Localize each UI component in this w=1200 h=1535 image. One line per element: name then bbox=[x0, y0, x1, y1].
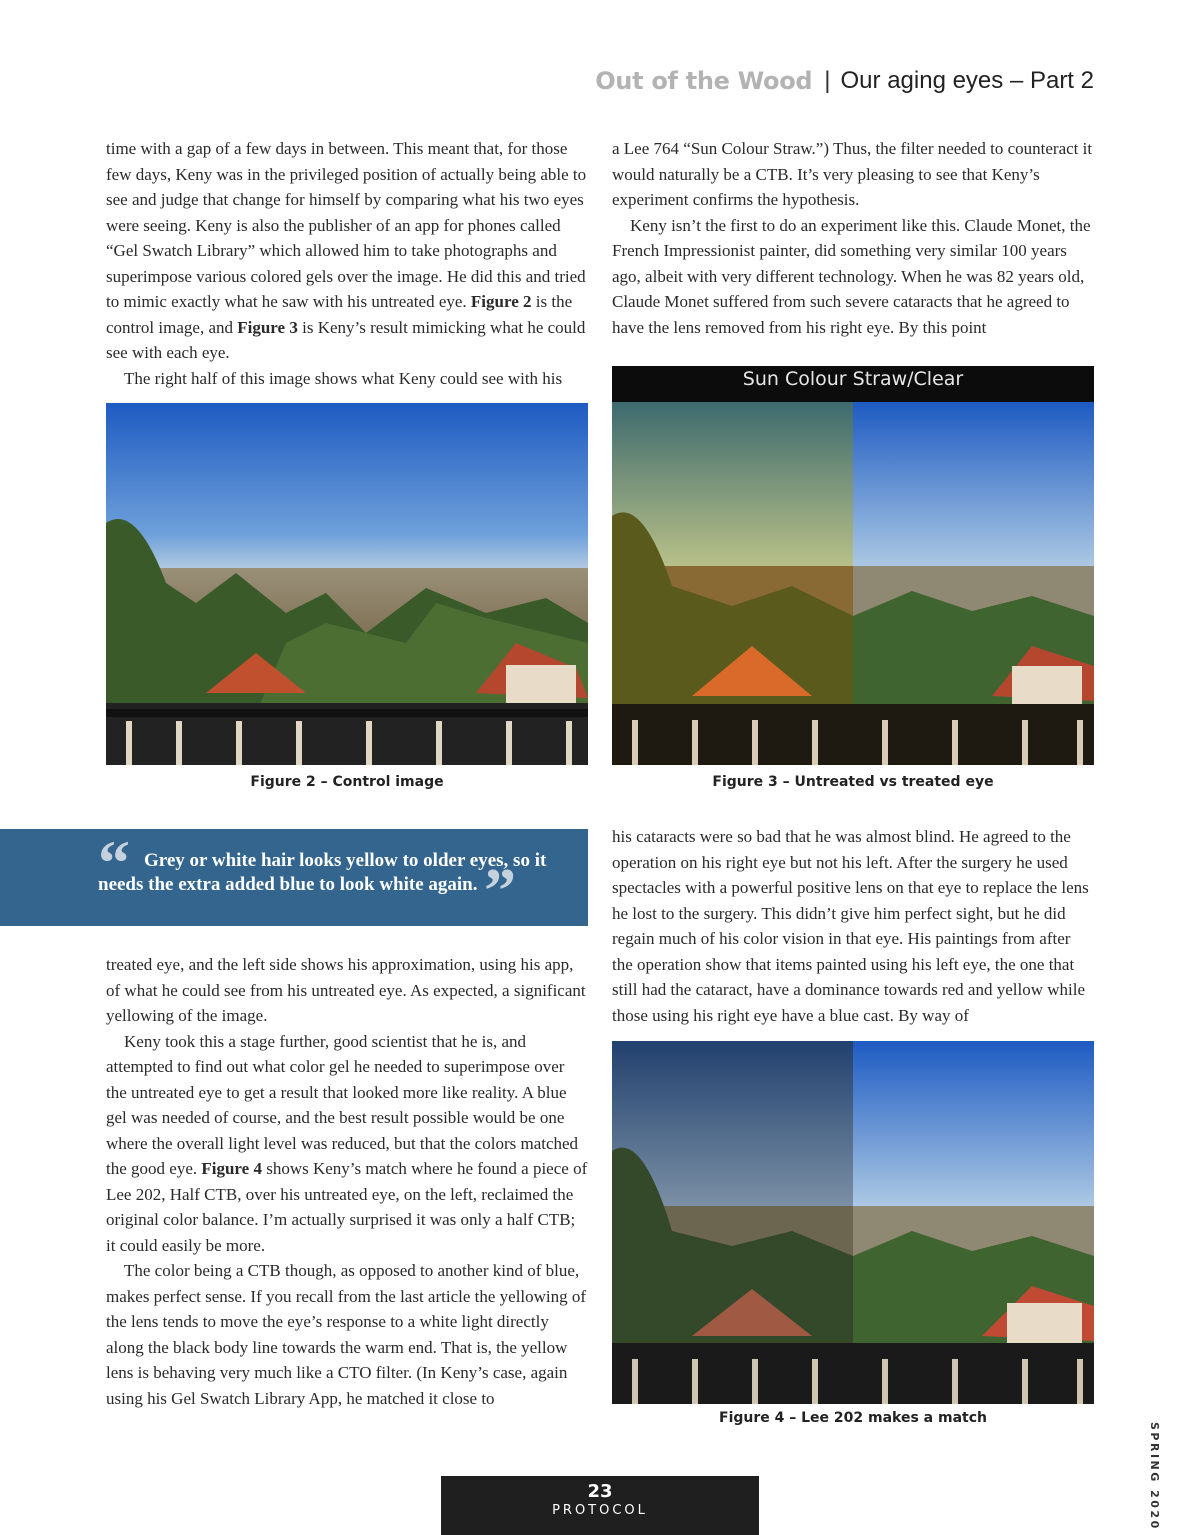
page-footer bbox=[441, 1476, 759, 1535]
paragraph: treated eye, and the left side shows his approximation, using his app, of what he could see from his untreated eye. As expected, a significant yellowing of the image. bbox=[106, 955, 586, 1025]
paragraph: his cataracts were so bad that he was almost blind. He agreed to the operation on his right eye but not his left. After the surgery he used spectacles with a powerful positive lens on that eye to replace the lens he lost to the surgery. This didn’t give him perfect sight, but he did regain much of his color vision in that eye. His paintings from after the operation show that items painted using his left eye, the one that still had the cataract, have a dominance towards red and yellow while those using his right eye have a blue cast. By way of bbox=[612, 827, 1089, 1025]
text-run: Keny took this a stage further, good scientist that he is, and attempted to find out what color gel he needed to superimpose over the untreated eye to get a result that looked more like reality. A blue gel was needed of course, and the best result possible would be one where the overall light level was reduced, but that the colors matched the good eye. bbox=[106, 1031, 579, 1178]
text-run: is the control image, and bbox=[106, 292, 573, 337]
page-number: 23 bbox=[587, 1481, 613, 1502]
paragraph: Keny isn’t the first to do an experiment like this. Claude Monet, the French Impressionist painter, did something very similar 100 years ago, albeit with very different technology. When he was 82 years old, Claude Monet suffered from such severe cataracts that he agreed to have the lens removed from his right eye. By this point bbox=[612, 215, 1091, 337]
figure-3-overlay-label: Sun Colour Straw/Clear bbox=[742, 368, 964, 390]
figure-3-photo bbox=[612, 366, 1094, 765]
text-run: shows Keny’s match where he found a piece of Lee 202, Half CTB, over his untreated eye, on the left, reclaimed the original color balance. I’m actually surprised it was only a half CTB; it could easily be more. bbox=[106, 1159, 588, 1255]
text-run: is Keny’s result mimicking what he could see with each eye. bbox=[106, 317, 586, 362]
paragraph: The right half of this image shows what Keny could see with his bbox=[124, 368, 563, 388]
paragraph bbox=[106, 1029, 588, 1259]
text-run: time with a gap of a few days in between. This meant that, for those few days, Keny was in the privileged position of actually being able to see and judge that change for himself by comparing what his two eyes were seeing. Keny is also the publisher of an app for phones called “Gel Swatch Library” which allowed him to take photographs and superimpose various colored gels over the image. He did this and tried to mimic exactly what he saw with his untreated eye. bbox=[106, 139, 587, 311]
issue-label: SPRING 2020 bbox=[1148, 1422, 1161, 1531]
figure-3-caption: Figure 3 – Untreated vs treated eye bbox=[712, 774, 994, 790]
figure-ref: Figure 3 bbox=[237, 317, 298, 337]
figure-2-caption: Figure 2 – Control image bbox=[250, 774, 444, 790]
figure-ref: Figure 4 bbox=[201, 1159, 262, 1178]
figure-4-photo bbox=[612, 1041, 1094, 1404]
column-1-bottom-text bbox=[106, 952, 588, 1411]
magazine-name: PROTOCOL bbox=[552, 1503, 648, 1518]
running-header bbox=[595, 64, 1094, 98]
pull-quote-text: Grey or white hair looks yellow to older eyes, so it needs the extra added blue to look white again. bbox=[98, 850, 547, 895]
figure-ref: Figure 2 bbox=[470, 292, 532, 311]
paragraph: The color being a CTB though, as opposed to another kind of blue, makes perfect sense. If you recall from the last article the yellowing of the lens tends to move the eye’s response to a white light directly along the black body line towards the warm end. That is, the yellow lens is behaving very much like a CTO filter. (In Keny’s case, again using his Gel Swatch Library App, he matched it close to bbox=[106, 1261, 587, 1408]
column-2-bottom-text bbox=[612, 824, 1094, 1028]
column-1-top-text bbox=[106, 136, 588, 391]
paragraph bbox=[106, 136, 588, 366]
close-quote-mark: ” bbox=[484, 855, 516, 926]
pull-quote bbox=[0, 829, 588, 926]
header-separator: | bbox=[824, 67, 831, 94]
column-2-top-text bbox=[612, 136, 1094, 340]
paragraph: a Lee 764 “Sun Colour Straw.”) Thus, the filter needed to counteract it would naturally be a CTB. It’s very pleasing to see that Keny’s experiment confirms the hypothesis. bbox=[612, 139, 1093, 209]
figure-4-caption: Figure 4 – Lee 202 makes a match bbox=[719, 1410, 987, 1426]
article-title: Our aging eyes – Part 2 bbox=[840, 67, 1094, 94]
figure-2-photo bbox=[106, 403, 588, 765]
open-quote-mark: “ bbox=[98, 827, 130, 898]
section-title: Out of the Wood bbox=[595, 67, 813, 95]
